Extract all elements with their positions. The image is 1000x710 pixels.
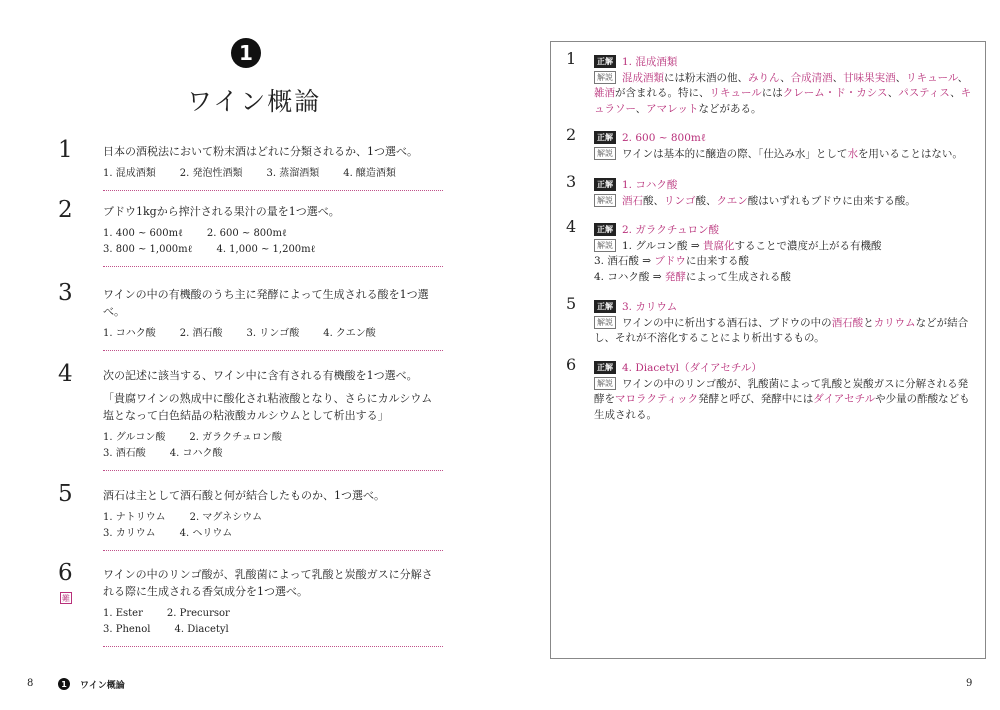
options	[103, 606, 443, 638]
answer	[566, 49, 976, 117]
option: 2. Precursor	[166, 608, 230, 619]
option: 1. グルコン酸	[103, 432, 166, 443]
highlight-term: リンゴ	[664, 194, 696, 207]
explanation-text: 発酵と呼び、発酵中には	[698, 393, 814, 405]
explanation-line	[594, 377, 976, 424]
option: 4. ヘリウム	[179, 528, 233, 539]
question-number: 1	[58, 137, 73, 163]
explanation-text: 、	[780, 71, 791, 84]
explanation-text: によって生成される酸	[685, 270, 791, 283]
question	[58, 481, 443, 551]
explanation-line	[594, 71, 976, 118]
option-row	[103, 166, 443, 182]
option-row	[103, 242, 443, 258]
option: 1. Ester	[103, 608, 143, 619]
highlight-term: 水	[847, 147, 858, 160]
option: 2. マグネシウム	[189, 512, 263, 523]
answer-number: 6	[566, 355, 577, 374]
answer	[566, 355, 976, 423]
option-row	[103, 510, 443, 526]
option-row	[103, 622, 443, 638]
right-page-number: 9	[966, 678, 973, 689]
option-row	[103, 606, 443, 622]
explanation-label: 解説	[594, 147, 616, 160]
option: 2. 発泡性酒類	[179, 168, 243, 179]
question-body	[103, 487, 443, 542]
answer-body	[594, 131, 976, 162]
answer-line	[594, 55, 976, 71]
highlight-term: 甘味果実酒	[843, 71, 896, 84]
answer-line	[594, 131, 976, 147]
correct-label: 正解	[594, 55, 616, 68]
answer-number: 2	[566, 125, 577, 144]
explanation-text: ワインの中に析出する酒石は、ブドウの中の	[622, 316, 832, 329]
option: 4. 1,000 ~ 1,200mℓ	[216, 244, 316, 255]
option-row	[103, 526, 443, 542]
options	[103, 430, 443, 462]
highlight-term: クレーム・ド・カシス	[782, 87, 888, 99]
explanation-text: 、	[895, 71, 907, 84]
divider	[103, 190, 443, 191]
highlight-term: アマレット	[646, 102, 699, 115]
explanation-text: 、	[957, 71, 969, 84]
answer-line	[594, 300, 976, 316]
highlight-term: 雑酒	[594, 87, 615, 99]
option: 3. 蒸溜酒類	[266, 168, 320, 179]
highlight-term: 貴腐化	[703, 239, 735, 252]
explanation-text: 4. コハク酸 ⇒	[594, 270, 665, 283]
answer-number: 1	[566, 49, 577, 68]
explanation-line	[594, 254, 976, 270]
option: 1. 混成酒類	[103, 168, 156, 179]
explanation-text: には粉末酒の他、	[664, 71, 748, 84]
answer-body	[594, 223, 976, 285]
option: 1. 400 ~ 600mℓ	[103, 228, 183, 239]
option: 2. 酒石酸	[179, 328, 223, 339]
divider	[103, 266, 443, 267]
option-row	[103, 446, 443, 462]
explanation-text: と	[863, 316, 874, 329]
highlight-term: クエン	[716, 194, 748, 207]
divider	[103, 350, 443, 351]
question-number: 2	[58, 197, 73, 223]
explanation-text: 、	[887, 87, 899, 99]
question-number: 3	[58, 280, 73, 306]
option: 4. Diacetyl	[174, 624, 229, 635]
explanation-text: などが結合し、それが不溶化することにより析出するもの。	[594, 316, 969, 344]
explanation-text: などがある。	[698, 102, 762, 115]
explanation-line	[594, 194, 976, 210]
chapter-number-badge: 1	[231, 38, 261, 68]
highlight-term: 酒石	[622, 194, 643, 207]
correct-answer: 2. 600 ~ 800mℓ	[622, 132, 706, 144]
option: 3. 800 ~ 1,000mℓ	[103, 244, 193, 255]
question-quote: 「貴腐ワインの熟成中に酸化され粘液酸となり、さらにカルシウム塩となって白色結晶の粘液酸カルシウムとして析出する」	[103, 392, 433, 422]
highlight-term: パスティス	[898, 87, 951, 99]
option: 3. リンゴ酸	[246, 328, 300, 339]
highlight-term: みりん	[748, 71, 781, 84]
answer	[566, 294, 976, 347]
option-row	[103, 430, 443, 446]
question-number: 6	[58, 560, 73, 586]
question-text: ワインの中の有機酸のうち主に発酵によって生成される酸を1つ選べ。	[103, 288, 429, 318]
question-number: 4	[58, 361, 73, 387]
question-text: 酒石は主として酒石酸と何が結合したものか、1つ選べ。	[103, 489, 385, 502]
option: 2. 600 ~ 800mℓ	[206, 228, 287, 239]
question-body	[103, 286, 443, 342]
answer-line	[594, 178, 976, 194]
question-text: 次の記述に該当する、ワイン中に含有される有機酸を1つ選べ。	[103, 369, 418, 382]
explanation-text: 、	[635, 102, 647, 115]
explanation-text: や少量の酢酸なども生成される。	[594, 393, 970, 421]
explanation-text: 、	[950, 87, 961, 99]
footer-chapter-badge: 1	[58, 678, 70, 690]
difficulty-badge: 難	[62, 593, 70, 603]
options	[103, 166, 443, 182]
explanation-line	[594, 239, 976, 255]
option: 4. 醸造酒類	[343, 168, 396, 179]
highlight-term: ダイアセチル	[813, 393, 876, 405]
answer-body	[594, 300, 976, 347]
explanation-label: 解説	[594, 377, 616, 390]
answer-body	[594, 55, 976, 117]
option: 2. ガラクチュロン酸	[189, 432, 282, 443]
explanation-text: 酸はいずれもブドウに由来する酸。	[747, 194, 916, 207]
question	[58, 280, 443, 351]
explanation-text: を用いることはない。	[857, 147, 963, 160]
answer-number: 3	[566, 172, 577, 191]
question-body	[103, 566, 443, 638]
options	[103, 510, 443, 542]
explanation-text: が含まれる。特に、	[615, 87, 710, 99]
highlight-term: ブドウ	[654, 255, 686, 267]
answer-number: 4	[566, 217, 577, 236]
correct-answer: 3. カリウム	[622, 301, 678, 313]
answer	[566, 172, 976, 209]
explanation-text: 酸、	[643, 194, 664, 207]
highlight-term: 合成清酒	[790, 71, 833, 84]
answer-line	[594, 223, 976, 239]
highlight-term: カリウム	[873, 316, 916, 329]
options	[103, 226, 443, 258]
answer-number: 5	[566, 294, 577, 313]
highlight-term: 混成酒類	[622, 71, 664, 84]
highlight-term: 酒石酸	[831, 316, 864, 329]
correct-answer: 1. コハク酸	[622, 179, 678, 191]
correct-label: 正解	[594, 361, 616, 374]
divider	[103, 470, 443, 471]
question	[58, 137, 443, 191]
answer	[566, 125, 976, 162]
explanation-label: 解説	[594, 71, 616, 84]
answer-box	[550, 41, 986, 659]
answer-body	[594, 361, 976, 423]
explanation-line	[594, 147, 976, 163]
highlight-term: リキュール	[906, 71, 958, 84]
explanation-line	[594, 270, 976, 286]
explanation-label: 解説	[594, 194, 616, 207]
explanation-text: 3. 酒石酸 ⇒	[594, 255, 655, 267]
highlight-term: リキュール	[709, 87, 762, 99]
explanation-text: することで濃度が上がる有機酸	[734, 239, 882, 252]
explanation-text: 、	[832, 71, 844, 84]
question-text: ブドウ1kgから搾汁される果汁の量を1つ選べ。	[103, 205, 340, 218]
footer-chapter-title: ワイン概論	[80, 681, 125, 691]
correct-label: 正解	[594, 300, 616, 313]
explanation-text: ワインの中のリンゴ酸が、乳酸菌によって乳酸と炭酸ガスに分解される発酵を	[594, 377, 969, 405]
answer	[566, 217, 976, 285]
option: 3. カリウム	[103, 528, 156, 539]
correct-label: 正解	[594, 223, 616, 236]
explanation-text: 1. グルコン酸 ⇒	[622, 239, 704, 252]
option: 1. ナトリウム	[103, 512, 166, 523]
answer-body	[594, 178, 976, 209]
divider	[103, 646, 443, 647]
highlight-term: キュラソー	[594, 87, 972, 115]
question	[58, 560, 443, 647]
question	[58, 197, 443, 267]
highlight-term: 発酵	[664, 270, 686, 283]
option: 4. コハク酸	[169, 448, 223, 459]
left-page-number: 8	[27, 678, 34, 689]
option-row	[103, 326, 443, 342]
explanation-text: には	[761, 87, 783, 99]
explanation-text: に由来する酸	[685, 255, 749, 267]
correct-answer: 4. Diacetyl（ダイアセチル）	[622, 362, 762, 374]
question-text: ワインの中のリンゴ酸が、乳酸菌によって乳酸と炭酸ガスに分解される際に生成される香気成分を1つ選べ。	[103, 568, 433, 598]
explanation-line	[594, 316, 976, 347]
explanation-text: 酸、	[695, 194, 717, 207]
correct-answer: 1. 混成酒類	[622, 56, 678, 68]
option: 4. クエン酸	[323, 328, 376, 339]
question	[58, 361, 443, 471]
correct-answer: 2. ガラクチュロン酸	[622, 224, 720, 236]
option: 3. Phenol	[103, 624, 151, 635]
correct-label: 正解	[594, 131, 616, 144]
answer-line	[594, 361, 976, 377]
explanation-text: ワインは基本的に醸造の際、「仕込み水」として	[622, 147, 848, 160]
question-text: 日本の酒税法において粉末酒はどれに分類されるか、1つ選べ。	[103, 145, 418, 158]
divider	[103, 550, 443, 551]
explanation-label: 解説	[594, 316, 616, 329]
correct-label: 正解	[594, 178, 616, 191]
explanation-label: 解説	[594, 239, 616, 252]
options	[103, 326, 443, 342]
highlight-term: マロラクティック	[615, 393, 699, 405]
question-body	[103, 367, 443, 462]
chapter-title: ワイン概論	[187, 87, 322, 116]
option-row	[103, 226, 443, 242]
question-body	[103, 143, 443, 182]
question-body	[103, 203, 443, 258]
option: 3. 酒石酸	[103, 448, 146, 459]
option: 1. コハク酸	[103, 328, 156, 339]
question-number: 5	[58, 481, 73, 507]
